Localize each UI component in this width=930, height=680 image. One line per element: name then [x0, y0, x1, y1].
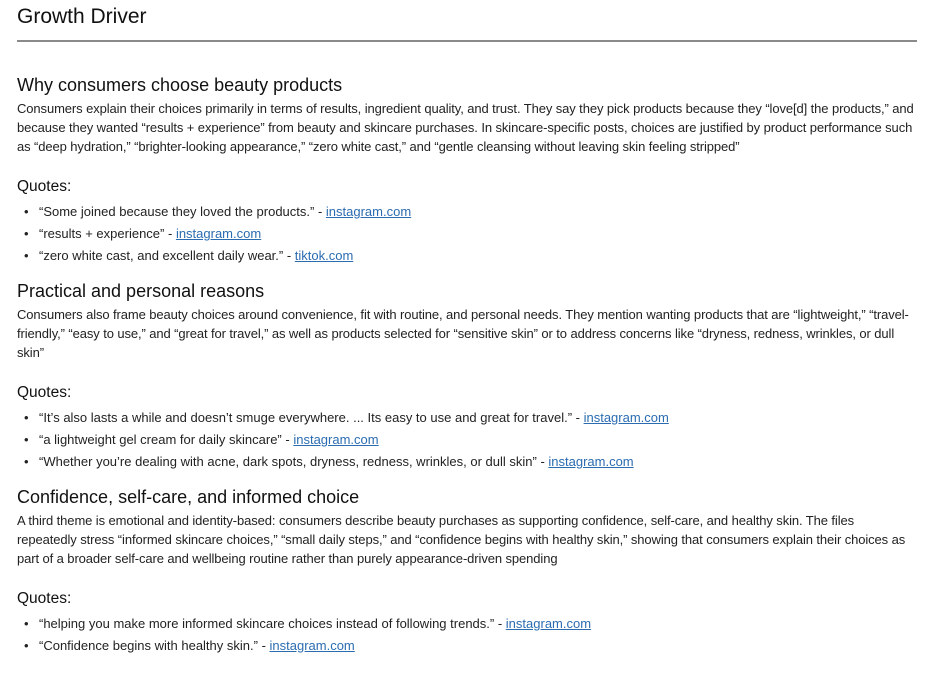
section-body: Consumers also frame beauty choices around convenience, fit with routine, and personal needs. They mention wanting products that are “lightweight,” “travel-friendly,” “easy to use,” and “great for travel,” as well as products selected for “sensitive skin” or to address concerns like “dryness, redness, wrinkles, or dull skin”	[17, 307, 909, 360]
quote-text: “results + experience”	[39, 226, 165, 241]
source-link[interactable]: instagram.com	[583, 410, 669, 425]
quote-text: “Whether you’re dealing with acne, dark spots, dryness, redness, wrinkles, or dull skin”	[39, 454, 537, 469]
quote-text: “a lightweight gel cream for daily skincare”	[39, 432, 282, 447]
quote-separator: -	[314, 204, 326, 219]
source-link[interactable]: instagram.com	[175, 226, 262, 241]
quote-item	[17, 451, 917, 473]
quote-separator: -	[164, 226, 176, 241]
section-why-consumers-choose	[17, 73, 917, 267]
section-practical-reasons	[17, 279, 917, 473]
source-link[interactable]: tiktok.com	[294, 248, 354, 263]
source-link[interactable]: instagram.com	[325, 204, 412, 219]
section-heading: Why consumers choose beauty products	[17, 75, 343, 95]
section-heading: Practical and personal reasons	[17, 281, 265, 301]
quote-list	[17, 201, 917, 267]
section-body: A third theme is emotional and identity-based: consumers describe beauty purchases as supporting confidence, self-care, and healthy skin. The files repeatedly stress “informed skincare choices,” “small daily steps,” and “confidence begins with healthy skin,” showing that consumers explain their choices as part of a broader self-care and wellbeing routine rather than purely appearance-driven spending	[17, 513, 906, 566]
quote-list	[17, 613, 917, 657]
quote-separator: -	[572, 410, 584, 425]
quote-text: “zero white cast, and excellent daily wear.”	[39, 248, 284, 263]
section-confidence-self-care	[17, 485, 917, 657]
quote-item	[17, 407, 917, 429]
quote-item	[17, 613, 917, 635]
quote-separator: -	[257, 638, 270, 653]
quote-separator: -	[283, 248, 295, 263]
quotes-label: Quotes:	[17, 590, 72, 607]
quote-item	[17, 429, 917, 451]
quote-text: “helping you make more informed skincare choices instead of following trends.”	[39, 616, 495, 631]
source-link[interactable]: instagram.com	[505, 616, 592, 631]
quote-text: “Some joined because they loved the products.”	[39, 204, 315, 219]
quote-item	[17, 223, 917, 245]
quote-separator: -	[281, 432, 294, 447]
quotes-label: Quotes:	[17, 384, 72, 401]
quote-item	[17, 635, 917, 657]
quote-item	[17, 245, 917, 267]
quote-separator: -	[494, 616, 506, 631]
source-link[interactable]: instagram.com	[269, 638, 355, 653]
source-link[interactable]: instagram.com	[548, 454, 634, 469]
quote-text: “Confidence begins with healthy skin.”	[39, 638, 258, 653]
title-divider	[17, 40, 917, 42]
quotes-label: Quotes:	[17, 178, 72, 195]
quote-separator: -	[536, 454, 549, 469]
quote-list	[17, 407, 917, 473]
section-body: Consumers explain their choices primarily in terms of results, ingredient quality, and trust. They say they pick products because they “love[d] the products,” and because they wanted “results + experience” from beauty and skincare purchases. In skincare-specific posts, choices are justified by product performance such as “deep hydration,” “brighter-looking appearance,” “zero white cast,” and “gentle cleansing without leaving skin feeling stripped”	[17, 101, 914, 154]
page-title: Growth Driver	[17, 5, 147, 28]
quote-item	[17, 201, 917, 223]
section-heading: Confidence, self-care, and informed choice	[17, 487, 360, 507]
source-link[interactable]: instagram.com	[293, 432, 379, 447]
quote-text: “It’s also lasts a while and doesn’t smuge everywhere. ... Its easy to use and great for travel.”	[39, 410, 573, 425]
